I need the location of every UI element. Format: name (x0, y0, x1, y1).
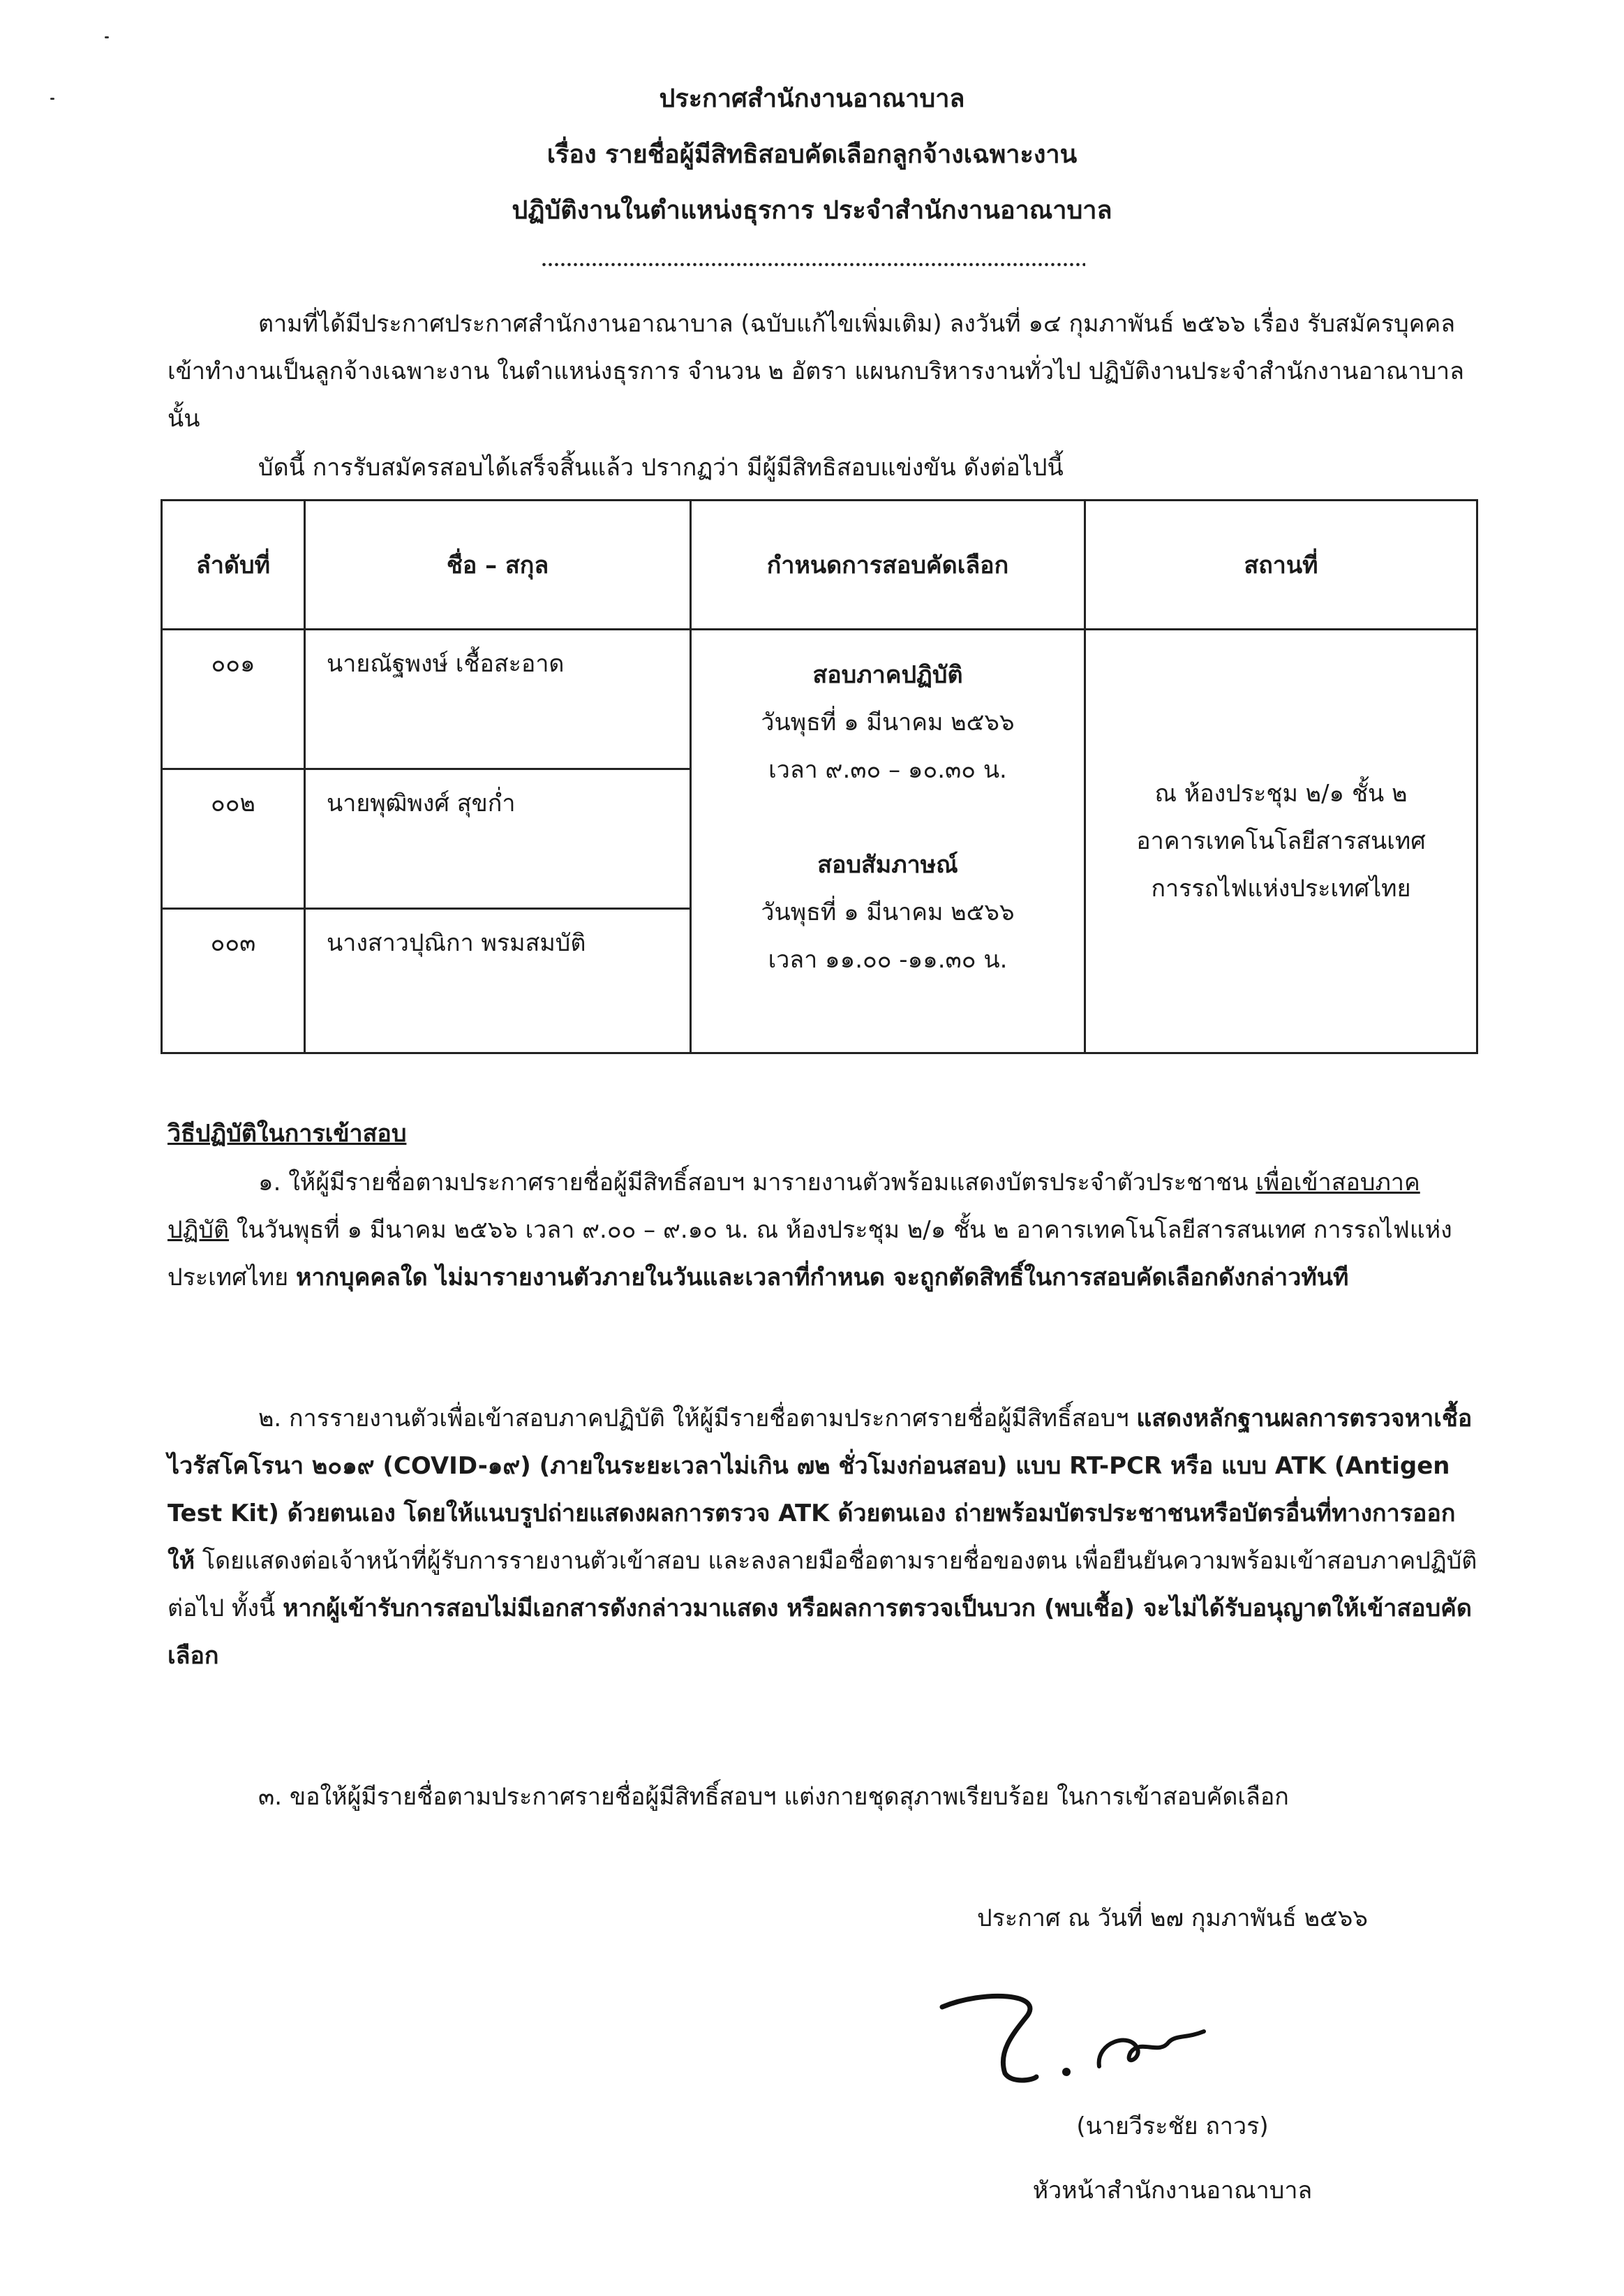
location-building: อาคารเทคโนโลยีสารสนเทศ (1136, 827, 1426, 855)
signer-name: (นายวีระชัย ถาวร) (1076, 2112, 1269, 2140)
candidate-table (161, 499, 1478, 1054)
item1-text: ๑. ให้ผู้มีรายชื่อตามประกาศรายชื่อผู้มีสิทธิ์สอบฯ มารายงานตัวพร้อมแสดงบัตรประจำตัวประชาชน (258, 1169, 1249, 1197)
practical-date: วันพุธที่ ๑ มีนาคม ๒๕๖๖ (761, 709, 1015, 736)
dotted-divider (541, 262, 1085, 267)
practical-time: เวลา ๙.๓๐ – ๑๐.๓๐ น. (768, 756, 1007, 784)
row-name: นางสาวปุณิกา พรมสมบัติ (305, 909, 691, 1053)
procedure-item-3: ๓. ขอให้ผู้มีรายชื่อตามประกาศรายชื่อผู้มีสิทธิ์สอบฯ แต่งกายชุดสุภาพเรียบร้อย ในการเข้าสอบคัดเลือก (258, 1783, 1289, 1811)
practical-title: สอบภาคปฏิบัติ (812, 661, 963, 689)
intro-announcement: บัดนี้ การรับสมัครสอบได้เสร็จสิ้นแล้ว ปรากฏว่า มีผู้มีสิทธิสอบแข่งขัน ดังต่อไปนี้ (258, 454, 1064, 482)
exam-location (1085, 630, 1477, 1053)
location-room: ณ ห้องประชุม ๒/๑ ชั้น ๒ (1154, 780, 1408, 808)
row-name: นายณัฐพงษ์ เชื้อสะอาด (305, 630, 691, 769)
item2-text: ๒. การรายงานตัวเพื่อเข้าสอบภาคปฏิบัติ ให้ผู้มีรายชื่อตามประกาศรายชื่อผู้มีสิทธิ์สอบฯ (258, 1405, 1137, 1432)
signature-image (928, 1990, 1221, 2087)
interview-title: สอบสัมภาษณ์ (817, 851, 958, 879)
procedure-item-1 (167, 1159, 1480, 1301)
item2-requirement: แสดงหลักฐานผลการตรวจหาเชื้อไวรัสโคโรนา ๒๐๑๙ (COVID-๑๙) (ภายในระยะเวลาไม่เกิน ๗๒ ชั่วโมงก่อนสอบ) แบบ RT-PCR หรือ แบบ ATK (Antigen Test Kit) ด้วยตนเอง โดยให้แนบรูปถ่ายแสดงผลการตรวจ ATK ด้วยตนเอง ถ่ายพร้อมบัตรประชาชนหรือบัตรอื่นที่ทางการออกให้ (167, 1405, 1473, 1575)
row-no: ๐๐๒ (162, 769, 305, 909)
procedures-heading: วิธีปฏิบัติในการเข้าสอบ (167, 1120, 407, 1148)
interview-time: เวลา ๑๑.๐๐ -๑๑.๓๐ น. (768, 946, 1008, 974)
item1-text-cont: ในวันพุธที่ ๑ มีนาคม ๒๕๖๖ เวลา ๙.๐๐ – ๙.๑๐ น. ณ ห้องประชุม ๒/๑ ชั้น ๒ อาคารเทคโนโลยีสารสนเทศ การรถไฟแห่งประเทศไทย (167, 1216, 1452, 1291)
item2-text-cont: โดยแสดงต่อเจ้าหน้าที่ผู้รับการรายงานตัวเข้าสอบ และลงลายมือชื่อตามรายชื่อของตน เพื่อยืนยันความพร้อมเข้าสอบภาคปฏิบัติต่อไป ทั้งนี้ (167, 1547, 1477, 1622)
signer-title: หัวหน้าสำนักงานอาณาบาล (1032, 2177, 1313, 2205)
exam-schedule (691, 630, 1085, 1053)
table-row (162, 630, 1477, 769)
header-name: ชื่อ – สกุล (305, 501, 691, 630)
announcement-position: ปฏิบัติงานในตำแหน่งธุรการ ประจำสำนักงานอาณาบาล (512, 196, 1112, 225)
table-header-row (162, 501, 1477, 630)
scan-speck (105, 36, 109, 38)
header-no: ลำดับที่ (162, 501, 305, 630)
row-no: ๐๐๓ (162, 909, 305, 1053)
item1-warning: หากบุคคลใด ไม่มารายงานตัวภายในวันและเวลาที่กำหนด จะถูกตัดสิทธิ์ในการสอบคัดเลือกดังกล่าวทันที (295, 1264, 1349, 1291)
row-name: นายพุฒิพงศ์ สุขก่ำ (305, 769, 691, 909)
header-location: สถานที่ (1085, 501, 1477, 630)
intro-paragraph: ตามที่ได้มีประกาศประกาศสำนักงานอาณาบาล (ฉบับแก้ไขเพิ่มเติม) ลงวันที่ ๑๔ กุมภาพันธ์ ๒๕๖๖ เรื่อง รับสมัครบุคคลเข้าทำงานเป็นลูกจ้างเฉพาะงาน ในตำแหน่งธุรการ จำนวน ๒ อัตรา แผนกบริหารงานทั่วไป ปฏิบัติงานประจำสำนักงานอาณาบาล นั้น (167, 310, 1464, 433)
announcement-subject: เรื่อง รายชื่อผู้มีสิทธิสอบคัดเลือกลูกจ้างเฉพาะงาน (546, 140, 1078, 169)
item1-underlined: เพื่อเข้าสอบภาคปฏิบัติ (167, 1169, 1420, 1244)
row-no: ๐๐๑ (162, 630, 305, 769)
announcement-title: ประกาศสำนักงานอาณาบาล (659, 84, 965, 113)
procedure-item-2 (167, 1395, 1480, 1680)
item2-warning: หากผู้เข้ารับการสอบไม่มีเอกสารดังกล่าวมาแสดง หรือผลการตรวจเป็นบวก (พบเชื้อ) จะไม่ได้รับอนุญาตให้เข้าสอบคัดเลือก (167, 1594, 1472, 1670)
announcement-date: ประกาศ ณ วันที่ ๒๗ กุมภาพันธ์ ๒๕๖๖ (977, 1904, 1368, 1932)
interview-date: วันพุธที่ ๑ มีนาคม ๒๕๖๖ (761, 898, 1015, 926)
location-org: การรถไฟแห่งประเทศไทย (1151, 875, 1411, 903)
header-schedule: กำหนดการสอบคัดเลือก (691, 501, 1085, 630)
